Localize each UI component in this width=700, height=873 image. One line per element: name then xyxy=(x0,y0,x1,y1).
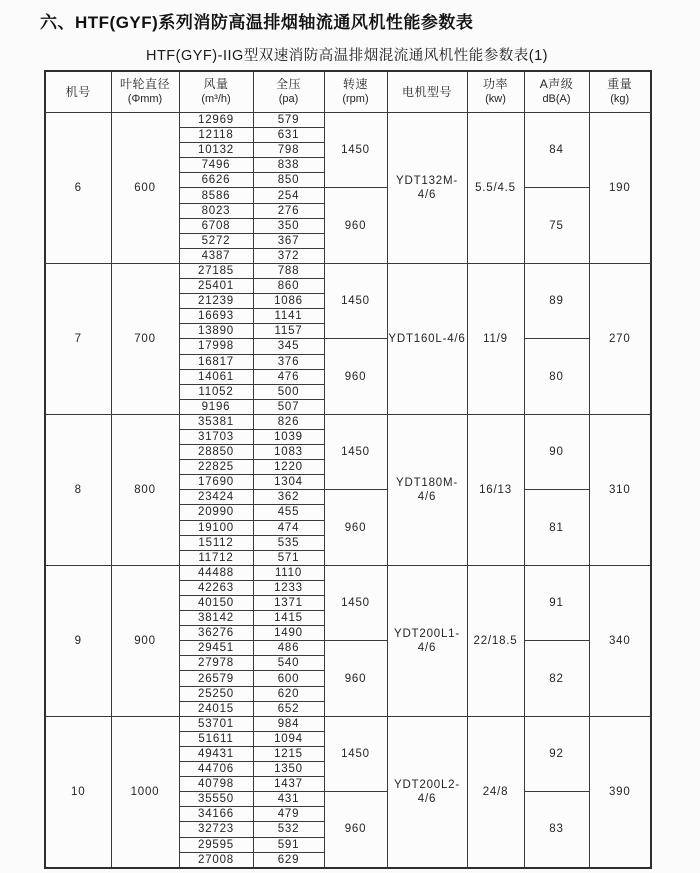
machine-no-cell: 10 xyxy=(45,716,111,867)
air-volume-cell: 17998 xyxy=(179,339,253,354)
noise-level-cell: 82 xyxy=(524,641,589,716)
air-volume-cell: 13890 xyxy=(179,324,253,339)
total-pressure-cell: 532 xyxy=(253,822,324,837)
motor-model-cell: YDT200L1-4/6 xyxy=(387,565,467,716)
fan-performance-table xyxy=(44,70,652,869)
air-volume-cell: 10132 xyxy=(179,143,253,158)
total-pressure-cell: 1110 xyxy=(253,565,324,580)
column-header-label: 叶轮直径 xyxy=(119,77,170,91)
air-volume-cell: 27008 xyxy=(179,852,253,868)
air-volume-cell: 12118 xyxy=(179,128,253,143)
total-pressure-cell: 1437 xyxy=(253,777,324,792)
air-volume-cell: 5272 xyxy=(179,233,253,248)
speed-cell: 1450 xyxy=(324,716,387,791)
total-pressure-cell: 571 xyxy=(253,550,324,565)
total-pressure-cell: 591 xyxy=(253,837,324,852)
air-volume-cell: 27185 xyxy=(179,263,253,278)
speed-cell: 960 xyxy=(324,339,387,414)
total-pressure-cell: 350 xyxy=(253,218,324,233)
noise-level-cell: 83 xyxy=(524,792,589,868)
noise-level-cell: 81 xyxy=(524,490,589,565)
noise-level-cell: 91 xyxy=(524,565,589,640)
noise-level-cell: 80 xyxy=(524,339,589,414)
total-pressure-cell: 860 xyxy=(253,279,324,294)
weight-cell: 310 xyxy=(589,414,651,565)
power-cell: 24/8 xyxy=(467,716,524,867)
total-pressure-cell: 535 xyxy=(253,535,324,550)
data-row xyxy=(45,414,651,429)
total-pressure-cell: 476 xyxy=(253,369,324,384)
power-cell: 22/18.5 xyxy=(467,565,524,716)
impeller-diameter-cell: 700 xyxy=(111,263,179,414)
total-pressure-cell: 631 xyxy=(253,128,324,143)
air-volume-cell: 16693 xyxy=(179,309,253,324)
air-volume-cell: 25250 xyxy=(179,686,253,701)
total-pressure-cell: 600 xyxy=(253,671,324,686)
total-pressure-cell: 1233 xyxy=(253,580,324,595)
weight-cell: 270 xyxy=(589,263,651,414)
air-volume-cell: 21239 xyxy=(179,294,253,309)
air-volume-cell: 28850 xyxy=(179,445,253,460)
total-pressure-cell: 850 xyxy=(253,173,324,188)
column-header-label: 功率 xyxy=(482,77,508,91)
speed-cell: 960 xyxy=(324,490,387,565)
column-header xyxy=(45,71,111,113)
column-header-unit: dB(A) xyxy=(542,93,571,105)
column-header-label: 风量 xyxy=(203,77,229,91)
machine-no-cell: 9 xyxy=(45,565,111,716)
speed-cell: 960 xyxy=(324,641,387,716)
air-volume-cell: 35381 xyxy=(179,414,253,429)
page-title: 六、HTF(GYF)系列消防高温排烟轴流通风机性能参数表 xyxy=(40,13,474,32)
speed-cell: 960 xyxy=(324,792,387,868)
air-volume-cell: 17690 xyxy=(179,475,253,490)
total-pressure-cell: 254 xyxy=(253,188,324,203)
power-cell: 5.5/4.5 xyxy=(467,113,524,264)
noise-level-cell: 92 xyxy=(524,716,589,791)
column-header xyxy=(324,71,387,113)
air-volume-cell: 19100 xyxy=(179,520,253,535)
total-pressure-cell: 1490 xyxy=(253,626,324,641)
motor-model-cell: YDT160L-4/6 xyxy=(387,263,467,414)
total-pressure-cell: 1215 xyxy=(253,746,324,761)
total-pressure-cell: 507 xyxy=(253,399,324,414)
noise-level-cell: 75 xyxy=(524,188,589,263)
column-header xyxy=(589,71,651,113)
total-pressure-cell: 984 xyxy=(253,716,324,731)
machine-no-cell: 8 xyxy=(45,414,111,565)
air-volume-cell: 23424 xyxy=(179,490,253,505)
table-subtitle: HTF(GYF)-IIG型双速消防高温排烟混流通风机性能参数表(1) xyxy=(145,48,549,64)
air-volume-cell: 22825 xyxy=(179,460,253,475)
weight-cell: 390 xyxy=(589,716,651,867)
air-volume-cell: 15112 xyxy=(179,535,253,550)
air-volume-cell: 7496 xyxy=(179,158,253,173)
total-pressure-cell: 367 xyxy=(253,233,324,248)
weight-cell: 340 xyxy=(589,565,651,716)
air-volume-cell: 11712 xyxy=(179,550,253,565)
air-volume-cell: 34166 xyxy=(179,807,253,822)
speed-cell: 1450 xyxy=(324,565,387,640)
machine-no-cell: 6 xyxy=(45,113,111,264)
air-volume-cell: 44706 xyxy=(179,762,253,777)
total-pressure-cell: 798 xyxy=(253,143,324,158)
total-pressure-cell: 479 xyxy=(253,807,324,822)
air-volume-cell: 53701 xyxy=(179,716,253,731)
column-header xyxy=(467,71,524,113)
air-volume-cell: 44488 xyxy=(179,565,253,580)
speed-cell: 1450 xyxy=(324,263,387,338)
column-header-label: 重量 xyxy=(607,77,633,91)
column-header xyxy=(179,71,253,113)
motor-model-cell: YDT180M-4/6 xyxy=(387,414,467,565)
impeller-diameter-cell: 900 xyxy=(111,565,179,716)
air-volume-cell: 6708 xyxy=(179,218,253,233)
total-pressure-cell: 579 xyxy=(253,113,324,128)
air-volume-cell: 8023 xyxy=(179,203,253,218)
air-volume-cell: 32723 xyxy=(179,822,253,837)
total-pressure-cell: 500 xyxy=(253,384,324,399)
total-pressure-cell: 1141 xyxy=(253,309,324,324)
air-volume-cell: 42263 xyxy=(179,580,253,595)
column-header-unit: (pa) xyxy=(278,93,299,105)
air-volume-cell: 20990 xyxy=(179,505,253,520)
total-pressure-cell: 620 xyxy=(253,686,324,701)
column-header xyxy=(253,71,324,113)
speed-cell: 1450 xyxy=(324,414,387,489)
total-pressure-cell: 1086 xyxy=(253,294,324,309)
air-volume-cell: 12969 xyxy=(179,113,253,128)
total-pressure-cell: 540 xyxy=(253,656,324,671)
machine-no-cell: 7 xyxy=(45,263,111,414)
column-header-unit: (kw) xyxy=(485,93,506,105)
impeller-diameter-cell: 600 xyxy=(111,113,179,264)
total-pressure-cell: 376 xyxy=(253,354,324,369)
air-volume-cell: 14061 xyxy=(179,369,253,384)
air-volume-cell: 16817 xyxy=(179,354,253,369)
air-volume-cell: 24015 xyxy=(179,701,253,716)
air-volume-cell: 49431 xyxy=(179,746,253,761)
column-header xyxy=(387,71,467,113)
air-volume-cell: 36276 xyxy=(179,626,253,641)
column-header-label: A声级 xyxy=(539,77,574,91)
table-body xyxy=(45,113,651,868)
data-row xyxy=(45,565,651,580)
speed-cell: 1450 xyxy=(324,113,387,188)
power-cell: 16/13 xyxy=(467,414,524,565)
total-pressure-cell: 652 xyxy=(253,701,324,716)
air-volume-cell: 51611 xyxy=(179,731,253,746)
air-volume-cell: 40798 xyxy=(179,777,253,792)
data-row xyxy=(45,716,651,731)
total-pressure-cell: 1304 xyxy=(253,475,324,490)
total-pressure-cell: 838 xyxy=(253,158,324,173)
column-header-unit: (Φmm) xyxy=(127,93,163,105)
impeller-diameter-cell: 1000 xyxy=(111,716,179,867)
noise-level-cell: 84 xyxy=(524,113,589,188)
total-pressure-cell: 345 xyxy=(253,339,324,354)
total-pressure-cell: 826 xyxy=(253,414,324,429)
total-pressure-cell: 629 xyxy=(253,852,324,868)
total-pressure-cell: 431 xyxy=(253,792,324,807)
total-pressure-cell: 455 xyxy=(253,505,324,520)
motor-model-cell: YDT200L2-4/6 xyxy=(387,716,467,867)
total-pressure-cell: 788 xyxy=(253,263,324,278)
data-row xyxy=(45,263,651,278)
impeller-diameter-cell: 800 xyxy=(111,414,179,565)
total-pressure-cell: 1039 xyxy=(253,429,324,444)
total-pressure-cell: 372 xyxy=(253,248,324,263)
column-header-label: 机号 xyxy=(65,84,91,99)
power-cell: 11/9 xyxy=(467,263,524,414)
column-header-unit: (kg) xyxy=(610,93,630,105)
total-pressure-cell: 362 xyxy=(253,490,324,505)
total-pressure-cell: 1083 xyxy=(253,445,324,460)
total-pressure-cell: 276 xyxy=(253,203,324,218)
air-volume-cell: 11052 xyxy=(179,384,253,399)
air-volume-cell: 29451 xyxy=(179,641,253,656)
column-header-label: 全压 xyxy=(275,77,301,91)
column-header-unit: (rpm) xyxy=(342,93,369,105)
column-header xyxy=(111,71,179,113)
air-volume-cell: 29595 xyxy=(179,837,253,852)
total-pressure-cell: 1157 xyxy=(253,324,324,339)
column-header-label: 电机型号 xyxy=(401,84,452,99)
column-header-unit: (m³/h) xyxy=(201,93,231,105)
noise-level-cell: 90 xyxy=(524,414,589,489)
air-volume-cell: 26579 xyxy=(179,671,253,686)
air-volume-cell: 8586 xyxy=(179,188,253,203)
total-pressure-cell: 1094 xyxy=(253,731,324,746)
air-volume-cell: 38142 xyxy=(179,611,253,626)
air-volume-cell: 25401 xyxy=(179,279,253,294)
header-row xyxy=(45,71,651,113)
total-pressure-cell: 486 xyxy=(253,641,324,656)
total-pressure-cell: 474 xyxy=(253,520,324,535)
air-volume-cell: 31703 xyxy=(179,429,253,444)
air-volume-cell: 40150 xyxy=(179,596,253,611)
air-volume-cell: 9196 xyxy=(179,399,253,414)
air-volume-cell: 6626 xyxy=(179,173,253,188)
air-volume-cell: 35550 xyxy=(179,792,253,807)
data-row xyxy=(45,113,651,128)
total-pressure-cell: 1220 xyxy=(253,460,324,475)
air-volume-cell: 4387 xyxy=(179,248,253,263)
speed-cell: 960 xyxy=(324,188,387,263)
column-header-label: 转速 xyxy=(342,77,368,91)
noise-level-cell: 89 xyxy=(524,263,589,338)
total-pressure-cell: 1350 xyxy=(253,762,324,777)
total-pressure-cell: 1415 xyxy=(253,611,324,626)
weight-cell: 190 xyxy=(589,113,651,264)
air-volume-cell: 27978 xyxy=(179,656,253,671)
motor-model-cell: YDT132M-4/6 xyxy=(387,113,467,264)
column-header xyxy=(524,71,589,113)
total-pressure-cell: 1371 xyxy=(253,596,324,611)
